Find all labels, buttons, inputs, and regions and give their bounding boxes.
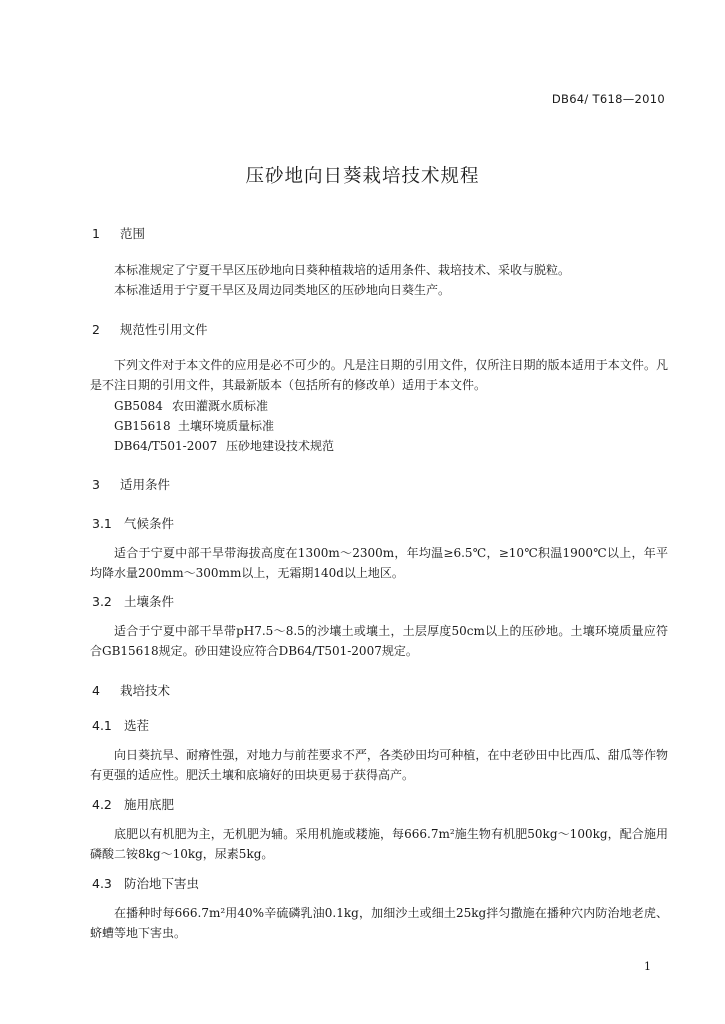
section-number: 1 <box>92 226 100 241</box>
normative-refs-paragraph: 下列文件对于本文件的应用是必不可少的。凡是注日期的引用文件，仅所注日期的版本适用于本文件。凡是不注日期的引用文件，其最新版本（包括所有的修改单）适用于本文件。 <box>90 358 668 392</box>
standard-code: DB64/ T618—2010 <box>551 92 665 106</box>
document-title: 压砂地向日葵栽培技术规程 <box>245 166 480 187</box>
soil-conditions-paragraph: 适合于宁夏中部干旱带pH7.5～8.5的沙壤土或壤土，土层厚度50cm以上的压砂地。土壤环境质量应符合GB15618规定。砂田建设应符合DB64/T501-2007规定。 <box>90 624 668 658</box>
climate-conditions-paragraph: 适合于宁夏中部干旱带海拔高度在1300m～2300m，年均温≥6.5℃，≥10℃积温1900℃以上，年平均降水量200mm～300mm以上，无霜期140d以上地区。 <box>90 546 668 580</box>
subsection-title: 选茬 <box>124 718 150 733</box>
subsection-title: 气候条件 <box>124 516 175 531</box>
section-title: 范围 <box>120 226 146 241</box>
subsection-3-2-heading <box>92 592 174 610</box>
subsection-title: 土壤条件 <box>124 594 175 609</box>
subsection-4-3-heading <box>92 874 199 892</box>
subsection-title: 施用底肥 <box>124 797 175 812</box>
page-number: 1 <box>644 960 651 973</box>
pest-control-paragraph: 在播种时每666.7m²用40%辛硫磷乳油0.1kg，加细沙土或细土25kg拌匀撒施在播种穴内防治地老虎、蛴螬等地下害虫。 <box>90 906 668 940</box>
subsection-number: 4.1 <box>92 718 112 733</box>
section-4-heading <box>92 681 170 699</box>
section-title: 栽培技术 <box>120 683 171 698</box>
section-2-heading <box>92 320 208 338</box>
reference-item <box>114 417 274 434</box>
reference-item <box>114 397 268 414</box>
subsection-number: 3.1 <box>92 516 112 531</box>
subsection-3-1-heading <box>92 514 174 532</box>
subsection-number: 3.2 <box>92 594 112 609</box>
section-1-heading <box>92 224 145 242</box>
subsection-title: 防治地下害虫 <box>124 876 200 891</box>
subsection-4-1-heading <box>92 716 149 734</box>
subsection-number: 4.2 <box>92 797 112 812</box>
scope-line-2: 本标准适用于宁夏干旱区及周边同类地区的压砂地向日葵生产。 <box>114 283 451 297</box>
subsection-number: 4.3 <box>92 876 112 891</box>
section-title: 适用条件 <box>120 477 171 492</box>
reference-code: DB64/T501-2007 <box>114 439 218 453</box>
reference-code: GB5084 <box>114 399 163 413</box>
crop-rotation-paragraph: 向日葵抗旱、耐瘠性强，对地力与前茬要求不严，各类砂田均可种植，在中老砂田中比西瓜、甜瓜等作物有更强的适应性。肥沃土壤和底墒好的田块更易于获得高产。 <box>90 748 668 782</box>
reference-name: 压砂地建设技术规范 <box>226 439 335 453</box>
section-3-heading <box>92 475 170 493</box>
scope-line-1: 本标准规定了宁夏干旱区压砂地向日葵种植栽培的适用条件、栽培技术、采收与脱粒。 <box>114 263 571 277</box>
section-number: 4 <box>92 683 100 698</box>
reference-code: GB15618 <box>114 419 171 433</box>
section-number: 3 <box>92 477 100 492</box>
base-fertilizer-paragraph: 底肥以有机肥为主，无机肥为辅。采用机施或耧施，每666.7m²施生物有机肥50kg～100kg，配合施用磷酸二铵8kg～10kg，尿素5kg。 <box>90 827 668 861</box>
subsection-4-2-heading <box>92 795 174 813</box>
reference-name: 土壤环境质量标准 <box>178 419 275 433</box>
reference-item <box>114 437 334 454</box>
section-title: 规范性引用文件 <box>120 322 208 337</box>
section-number: 2 <box>92 322 100 337</box>
reference-name: 农田灌溉水质标准 <box>172 399 269 413</box>
